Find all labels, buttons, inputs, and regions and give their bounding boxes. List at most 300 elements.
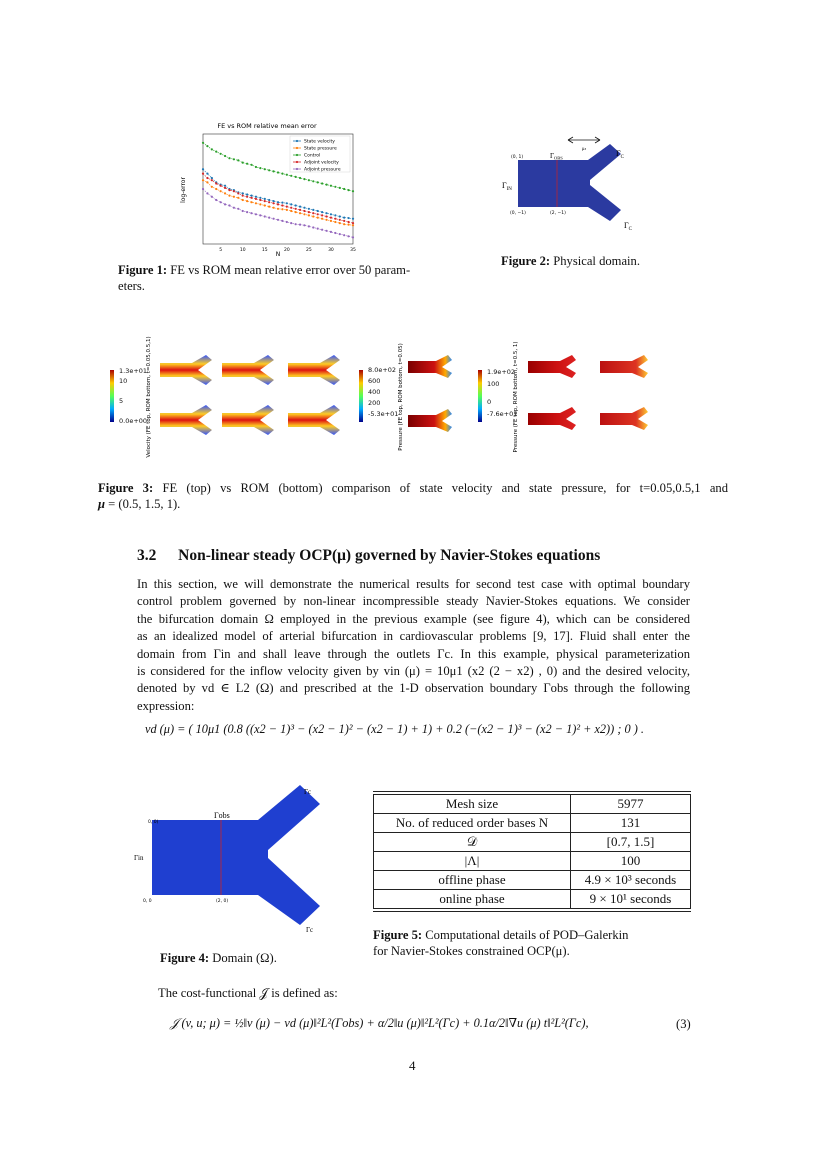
figure-4-caption-label: Figure 4: — [160, 951, 210, 965]
velocity-axis-label: Velocity (FE top, ROM bottom, t=0.05,0.5,1) — [146, 336, 152, 458]
data-point — [202, 188, 204, 190]
data-point — [250, 195, 252, 197]
data-point — [255, 202, 257, 204]
physical-domain-diagram — [500, 132, 640, 232]
gamma-obs-label: Γobs — [214, 811, 230, 820]
data-point — [215, 199, 217, 201]
table-cell: 5977 — [571, 795, 691, 814]
equation-number: (3) — [676, 1017, 691, 1031]
data-point — [233, 196, 235, 198]
table-cell: 9 × 10¹ seconds — [571, 890, 691, 909]
data-point — [268, 206, 270, 208]
data-point — [281, 220, 283, 222]
legend-marker — [296, 154, 298, 156]
data-point — [242, 162, 244, 164]
table-cell: 131 — [571, 814, 691, 833]
figure-4 — [130, 780, 330, 940]
tick: 200 — [368, 399, 381, 407]
data-point — [246, 200, 248, 202]
data-point — [352, 224, 354, 226]
pressure-2-fe-a — [528, 355, 576, 378]
data-point — [272, 207, 274, 209]
tick: 5 — [119, 397, 124, 405]
paragraph-line: expression: — [137, 698, 195, 713]
x-tick-label: 15 — [261, 248, 268, 253]
data-point — [299, 209, 301, 211]
figure-1 — [175, 118, 360, 258]
figure-1-caption-text-2: eters. — [118, 279, 145, 293]
figure-5-caption-label: Figure 5: — [373, 928, 423, 942]
data-point — [347, 224, 349, 226]
data-point — [352, 190, 354, 192]
data-point — [286, 202, 288, 204]
data-point — [295, 208, 297, 210]
data-point — [211, 196, 213, 198]
data-point — [259, 197, 261, 199]
gamma-in-label: Γin — [134, 854, 144, 862]
figure-3-caption-label: Figure 3: — [98, 481, 154, 495]
data-point — [286, 221, 288, 223]
data-point — [325, 184, 327, 186]
data-point — [215, 188, 217, 190]
tick: -5.3e+01 — [368, 410, 399, 418]
x-tick-label: 30 — [328, 248, 334, 253]
data-point — [312, 215, 314, 217]
data-point — [317, 210, 319, 212]
data-point — [228, 204, 230, 206]
data-point — [206, 173, 208, 175]
data-point — [202, 179, 204, 181]
pressure-1-axis-label: Pressure (FE top, ROM bottom, t=0.05) — [398, 343, 404, 451]
pressure-1-colorbar — [359, 370, 363, 422]
data-point — [237, 192, 239, 194]
data-point — [321, 214, 323, 216]
pressure-1-colorbar-ticks — [368, 365, 398, 420]
table-cell: online phase — [374, 890, 571, 909]
data-point — [339, 219, 341, 221]
corner-bottom-mid: (2, −1) — [550, 211, 566, 216]
data-point — [321, 218, 323, 220]
tick: 0 — [487, 398, 492, 406]
data-point — [202, 173, 204, 175]
data-point — [281, 202, 283, 204]
cost-functional-equation — [170, 1016, 589, 1031]
table-cell: 100 — [571, 852, 691, 871]
chart-legend — [290, 136, 350, 173]
figure-4-caption-text: Domain (Ω). — [212, 951, 277, 965]
figure-2-caption-label: Figure 2: — [501, 254, 551, 268]
data-point — [277, 203, 279, 205]
data-point — [352, 218, 354, 220]
data-point — [303, 213, 305, 215]
corner-bottom-left: (0, −1) — [510, 211, 526, 216]
data-point — [259, 214, 261, 216]
pressure-2-rom-a — [528, 407, 576, 430]
data-point — [250, 164, 252, 166]
data-point — [325, 219, 327, 221]
data-point — [211, 148, 213, 150]
corner-bottom-mid: (2, 0) — [216, 899, 229, 904]
fe-rom-comparison-plots — [140, 325, 680, 470]
data-point — [312, 209, 314, 211]
data-point — [295, 204, 297, 206]
svg-text:ΓOBS: $\Gamma_{OBS}$ — [550, 152, 563, 161]
figure-5-caption-text: Computational details of POD–Galerkin — [425, 928, 629, 942]
chart-title: FE vs ROM relative mean error — [217, 122, 317, 130]
table-cell: No. of reduced order bases N — [374, 814, 571, 833]
table-row — [374, 795, 691, 814]
data-point — [325, 212, 327, 214]
table-row — [374, 871, 691, 890]
data-point — [295, 176, 297, 178]
velocity-fe-row — [160, 355, 340, 385]
x-tick-label: 25 — [306, 248, 312, 253]
tick: 1.3e+01 — [119, 367, 148, 375]
data-point — [264, 168, 266, 170]
pressure-2-fe-b — [600, 355, 648, 378]
data-point — [308, 179, 310, 181]
data-point — [334, 221, 336, 223]
data-point — [290, 175, 292, 177]
data-point — [268, 201, 270, 203]
data-point — [206, 181, 208, 183]
data-point — [339, 222, 341, 224]
y-axis-label: log-error — [180, 177, 187, 203]
data-point — [321, 211, 323, 213]
data-point — [272, 170, 274, 172]
figure-1-caption — [118, 262, 440, 294]
x-tick-label: 35 — [350, 248, 356, 253]
svg-text:ΓC: $\Gamma_C$ — [616, 149, 624, 160]
data-point — [242, 199, 244, 201]
data-point — [255, 196, 257, 198]
legend-marker — [296, 161, 298, 163]
data-point — [290, 222, 292, 224]
data-point — [206, 145, 208, 147]
data-point — [347, 189, 349, 191]
data-point — [317, 228, 319, 230]
data-point — [352, 222, 354, 224]
data-point — [206, 177, 208, 179]
figure-3-caption-text-2: = (0.5, 1.5, 1). — [108, 497, 181, 511]
equation-vd — [145, 722, 690, 737]
figure-3-caption-line-2 — [98, 496, 180, 512]
data-point — [330, 213, 332, 215]
data-point — [343, 234, 345, 236]
data-point — [308, 208, 310, 210]
data-point — [233, 190, 235, 192]
data-point — [259, 167, 261, 169]
data-point — [246, 163, 248, 165]
data-point — [330, 185, 332, 187]
tick: 100 — [487, 380, 500, 388]
figure-3 — [119, 325, 680, 470]
data-point — [246, 196, 248, 198]
data-point — [334, 218, 336, 220]
figure-3-caption — [98, 480, 728, 496]
computational-details-table — [373, 794, 691, 909]
data-point — [334, 214, 336, 216]
pressure-2-axis-label: Pressure (FE top, ROM bottom, t=0.5, 1) — [513, 341, 519, 453]
svg-text:ΓC: $\Gamma_C$ — [624, 221, 632, 232]
data-point — [299, 212, 301, 214]
data-point — [224, 155, 226, 157]
gamma-c-bottom-label: Γc — [306, 926, 314, 934]
data-point — [330, 220, 332, 222]
tick: 1.9e+02 — [487, 368, 516, 376]
table-row — [374, 814, 691, 833]
data-point — [206, 192, 208, 194]
data-point — [290, 207, 292, 209]
figure-4-caption — [160, 950, 277, 966]
data-point — [334, 232, 336, 234]
data-point — [347, 221, 349, 223]
data-point — [237, 208, 239, 210]
pressure-1-rom — [408, 409, 452, 432]
paragraph-line: domain from Γin and shall leave through the outlets Γc. In this example, physical parameterization — [137, 646, 690, 661]
figure-1-caption-text: FE vs ROM mean relative error over 50 param- — [170, 263, 411, 277]
data-point — [321, 229, 323, 231]
x-tick-label: 10 — [239, 248, 246, 253]
data-point — [272, 202, 274, 204]
data-point — [343, 188, 345, 190]
section-number: 3.2 — [137, 547, 157, 564]
x-tick-label: 20 — [283, 248, 290, 253]
svg-text:ΓIN: $\Gamma_{IN}$ — [502, 181, 512, 192]
series-line — [203, 174, 353, 224]
data-point — [321, 182, 323, 184]
tick: -7.6e+01 — [487, 410, 518, 418]
data-point — [264, 200, 266, 202]
table-cell: offline phase — [374, 871, 571, 890]
data-point — [259, 199, 261, 201]
data-point — [339, 215, 341, 217]
data-point — [299, 177, 301, 179]
figure-5-caption-text-2: for Navier-Stokes constrained OCP(μ). — [373, 944, 570, 958]
data-point — [233, 207, 235, 209]
table-cell: Mesh size — [374, 795, 571, 814]
data-point — [303, 210, 305, 212]
legend-marker — [296, 168, 298, 170]
table-cell: 𝒟 — [374, 833, 571, 852]
tick: 8.0e+02 — [368, 366, 397, 374]
table-cell: [0.7, 1.5] — [571, 833, 691, 852]
data-point — [312, 212, 314, 214]
data-point — [246, 211, 248, 213]
data-point — [264, 204, 266, 206]
data-point — [250, 197, 252, 199]
data-point — [211, 186, 213, 188]
table-row — [374, 890, 691, 909]
data-point — [325, 215, 327, 217]
data-point — [290, 210, 292, 212]
data-point — [317, 213, 319, 215]
data-point — [299, 224, 301, 226]
data-point — [268, 199, 270, 201]
data-point — [215, 151, 217, 153]
data-point — [277, 219, 279, 221]
data-point — [224, 203, 226, 205]
data-point — [343, 217, 345, 219]
table-cell: |Λ| — [374, 852, 571, 871]
data-point — [330, 231, 332, 233]
corner-top-left: 0, 0) — [148, 820, 159, 825]
section-heading — [137, 547, 600, 565]
data-point — [228, 195, 230, 197]
data-point — [268, 217, 270, 219]
paragraph-line: is considered for the inflow velocity given by vin (μ) = 10μ1 (x2 (2 − x2) , 0) and the desired velocity, — [137, 664, 690, 679]
figure-1-caption-label: Figure 1: — [118, 263, 168, 277]
data-point — [343, 223, 345, 225]
domain-diagram — [130, 780, 330, 940]
data-point — [220, 201, 222, 203]
data-point — [228, 157, 230, 159]
table-row — [374, 852, 691, 871]
data-point — [242, 192, 244, 194]
figure-3-caption-text: FE (top) vs ROM (bottom) comparison of state velocity and state pressure, for t=0.05,0.5,1 and — [162, 481, 729, 495]
data-point — [295, 223, 297, 225]
paragraph-line: as an idealized model of arterial bifurcation in cardiovascular problems [9, 17]. Fluid shall enter the — [137, 629, 690, 644]
series-line — [203, 189, 353, 237]
data-point — [255, 198, 257, 200]
data-point — [343, 220, 345, 222]
legend-marker — [296, 147, 298, 149]
paragraph-line: denoted by vd ∈ L2 (Ω) and prescribed at the 1-D observation boundary Γobs through the following — [137, 681, 690, 696]
data-point — [264, 198, 266, 200]
data-point — [286, 209, 288, 211]
data-point — [272, 200, 274, 202]
data-point — [224, 185, 226, 187]
data-point — [295, 211, 297, 213]
pressure-2-colorbar-ticks — [487, 366, 517, 420]
tick: 600 — [368, 377, 381, 385]
mu-symbol: μ — [98, 497, 106, 511]
data-point — [211, 179, 213, 181]
data-point — [259, 203, 261, 205]
data-point — [220, 190, 222, 192]
data-point — [250, 212, 252, 214]
x-axis-label: N — [275, 251, 281, 258]
pressure-1-fe — [408, 355, 452, 378]
data-point — [325, 230, 327, 232]
data-point — [317, 181, 319, 183]
gamma-c-top-label: Γc — [304, 788, 312, 796]
data-point — [242, 210, 244, 212]
data-point — [303, 224, 305, 226]
data-point — [211, 177, 213, 179]
paragraph-line: control problem governed by non-linear incompressible steady Navier-Stokes equations. We consider — [137, 594, 690, 609]
data-point — [281, 173, 283, 175]
domain-shape — [518, 144, 621, 221]
tick: 10 — [119, 377, 128, 385]
figure-2-caption-text: Physical domain. — [553, 254, 640, 268]
tick: 400 — [368, 388, 381, 396]
data-point — [352, 236, 354, 238]
data-point — [268, 169, 270, 171]
data-point — [339, 233, 341, 235]
data-point — [246, 193, 248, 195]
data-point — [339, 187, 341, 189]
data-point — [277, 171, 279, 173]
data-point — [308, 214, 310, 216]
data-point — [308, 225, 310, 227]
cost-functional-intro: The cost-functional 𝒥 is defined as: — [158, 986, 338, 1000]
data-point — [312, 226, 314, 228]
cost-functional-equation-text: 𝒥 (v, u; μ) = ½‖v (μ) − vd (μ)‖²L²(Γobs) + α/2‖u (μ)‖²L²(Γc) + 0.1α/2‖∇u (μ) t‖²L²(Γc), — [170, 1016, 589, 1030]
table-row — [374, 833, 691, 852]
pressure-2-colorbar — [478, 370, 482, 422]
velocity-colorbar-ticks — [119, 366, 147, 426]
error-line-chart — [175, 118, 360, 258]
legend-label: Control — [304, 153, 321, 159]
data-point — [334, 186, 336, 188]
arrow-label: μ₃ — [581, 146, 587, 151]
figure-5-caption — [373, 927, 693, 959]
data-point — [202, 142, 204, 144]
data-point — [281, 208, 283, 210]
data-point — [250, 201, 252, 203]
data-point — [237, 197, 239, 199]
data-point — [317, 217, 319, 219]
legend-label: Adjoint pressure — [304, 167, 341, 173]
data-point — [308, 211, 310, 213]
legend-label: State velocity — [304, 139, 335, 145]
tick: 0.0e+00 — [119, 417, 148, 425]
paragraph-line: In this section, we will demonstrate the numerical results for second test case with optimal boundary — [137, 577, 690, 591]
data-point — [220, 153, 222, 155]
data-point — [347, 217, 349, 219]
pressure-2-rom-b — [600, 407, 648, 430]
data-point — [303, 178, 305, 180]
data-point — [264, 215, 266, 217]
data-point — [277, 208, 279, 210]
table-cell: 4.9 × 10³ seconds — [571, 871, 691, 890]
data-point — [281, 204, 283, 206]
legend-marker — [296, 140, 298, 142]
corner-top-left: (0, 1) — [511, 155, 524, 160]
legend-label: Adjoint velocity — [304, 160, 339, 166]
figure-2 — [500, 132, 640, 232]
velocity-rom-row — [160, 405, 340, 435]
data-point — [312, 180, 314, 182]
data-point — [237, 159, 239, 161]
paragraph-line: the bifurcation domain Ω employed in the previous example (see figure 4), which can be considered — [137, 611, 690, 626]
data-point — [303, 207, 305, 209]
velocity-colorbar-widget — [110, 370, 114, 422]
data-point — [299, 206, 301, 208]
data-point — [220, 185, 222, 187]
data-point — [286, 174, 288, 176]
corner-bottom-left: 0, 0 — [143, 899, 152, 904]
data-point — [202, 168, 204, 170]
data-point — [242, 195, 244, 197]
data-point — [224, 192, 226, 194]
data-point — [255, 166, 257, 168]
data-point — [228, 189, 230, 191]
equation-vd-text: vd (μ) = ( 10μ1 (0.8 ((x2 − 1)³ − (x2 − 1)² − (x2 − 1) + 1) + 0.2 (−(x2 − 1)³ − (x2 − 1)² + x2)) ; 0 ) . — [145, 722, 644, 736]
data-point — [277, 201, 279, 203]
data-point — [233, 158, 235, 160]
section-paragraph — [137, 576, 690, 715]
data-point — [215, 182, 217, 184]
data-point — [330, 217, 332, 219]
data-point — [347, 235, 349, 237]
legend-label: State pressure — [304, 146, 337, 152]
figure-2-caption — [501, 253, 640, 269]
section-title: Non-linear steady OCP(μ) governed by Navier-Stokes equations — [178, 547, 601, 564]
data-point — [255, 213, 257, 215]
data-point — [290, 203, 292, 205]
